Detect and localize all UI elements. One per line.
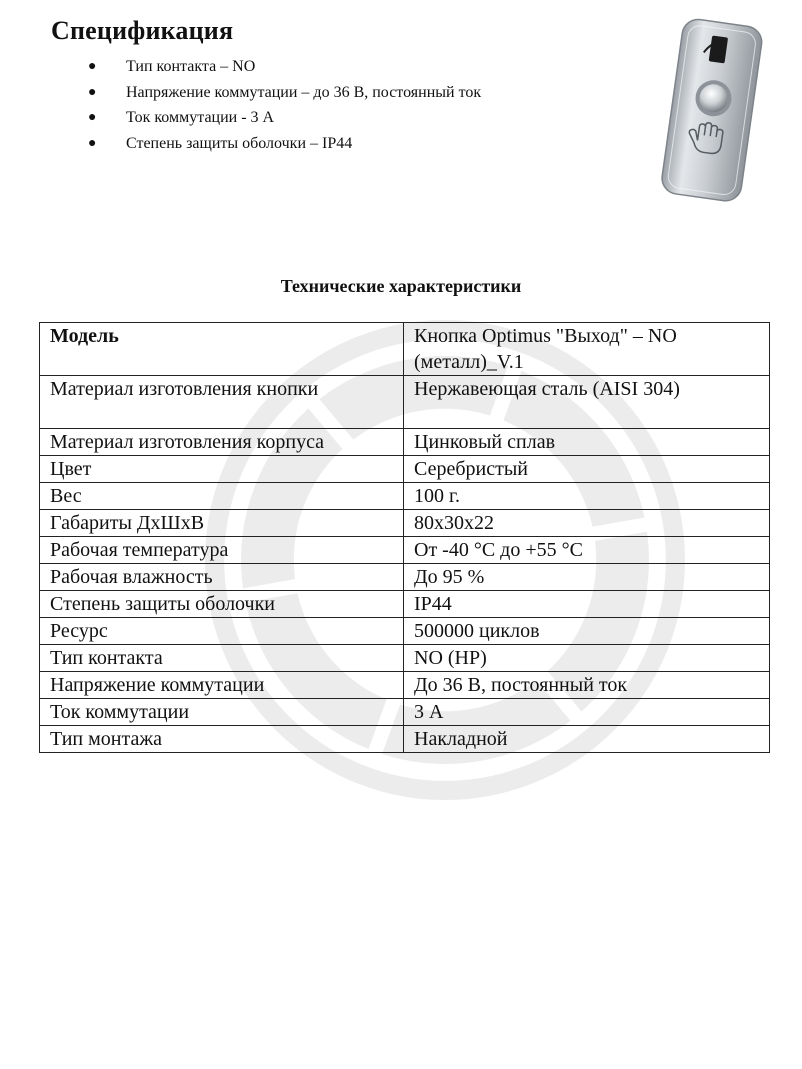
cell-label: Цвет (40, 456, 404, 483)
table-row (40, 429, 770, 456)
cell-value: Кнопка Optimus "Выход" – NO (металл)_V.1 (404, 323, 770, 376)
cell-label: Материал изготовления кнопки (40, 376, 404, 429)
cell-label: Тип монтажа (40, 726, 404, 753)
spec-list-item: ● Степень защиты оболочки – IP44 (88, 133, 481, 159)
product-exit-button-image (648, 14, 774, 204)
cell-value: Нержавеющая сталь (AISI 304) (404, 376, 770, 429)
cell-value: 3 А (404, 699, 770, 726)
cell-value: NO (НР) (404, 645, 770, 672)
cell-value: До 36 В, постоянный ток (404, 672, 770, 699)
cell-value: IP44 (404, 591, 770, 618)
cell-label: Материал изготовления корпуса (40, 429, 404, 456)
bullet-icon: ● (88, 84, 97, 100)
spec-title: Спецификация (51, 16, 234, 45)
cell-label: Габариты ДхШхВ (40, 510, 404, 537)
cell-value: Серебристый (404, 456, 770, 483)
table-row (40, 323, 770, 376)
cell-label: Тип контакта (40, 645, 404, 672)
cell-label: Ресурс (40, 618, 404, 645)
table-row (40, 537, 770, 564)
bullet-icon: ● (88, 59, 97, 74)
cell-value: 100 г. (404, 483, 770, 510)
cell-label: Рабочая влажность (40, 564, 404, 591)
cell-value: Цинковый сплав (404, 429, 770, 456)
table-row (40, 591, 770, 618)
table-row (40, 726, 770, 753)
cell-label: Напряжение коммутации (40, 672, 404, 699)
spec-list (88, 56, 481, 158)
table-row (40, 645, 770, 672)
spec-list-item: ● Тип контакта – NO (88, 56, 481, 82)
tech-specs-table (39, 322, 770, 753)
bullet-icon: ● (88, 135, 97, 151)
cell-value: От -40 °С до +55 °С (404, 537, 770, 564)
cell-label: Ток коммутации (40, 699, 404, 726)
cell-label: Степень защиты оболочки (40, 591, 404, 618)
bullet-icon: ● (88, 110, 97, 125)
table-title: Технические характеристики (280, 276, 522, 296)
cell-label: Вес (40, 483, 404, 510)
table-row (40, 672, 770, 699)
table-row (40, 618, 770, 645)
spec-list-item: ● Напряжение коммутации – до 36 В, постоянный ток (88, 82, 481, 108)
spec-list-item: ● Ток коммутации - 3 А (88, 107, 481, 133)
table-row (40, 376, 770, 429)
table-row (40, 456, 770, 483)
cell-label: Рабочая температура (40, 537, 404, 564)
cell-value: До 95 % (404, 564, 770, 591)
cell-value: 80х30х22 (404, 510, 770, 537)
cell-label: Модель (40, 323, 404, 376)
table-row (40, 699, 770, 726)
table-row (40, 564, 770, 591)
table-row (40, 483, 770, 510)
table-row (40, 510, 770, 537)
cell-value: Накладной (404, 726, 770, 753)
cell-value: 500000 циклов (404, 618, 770, 645)
